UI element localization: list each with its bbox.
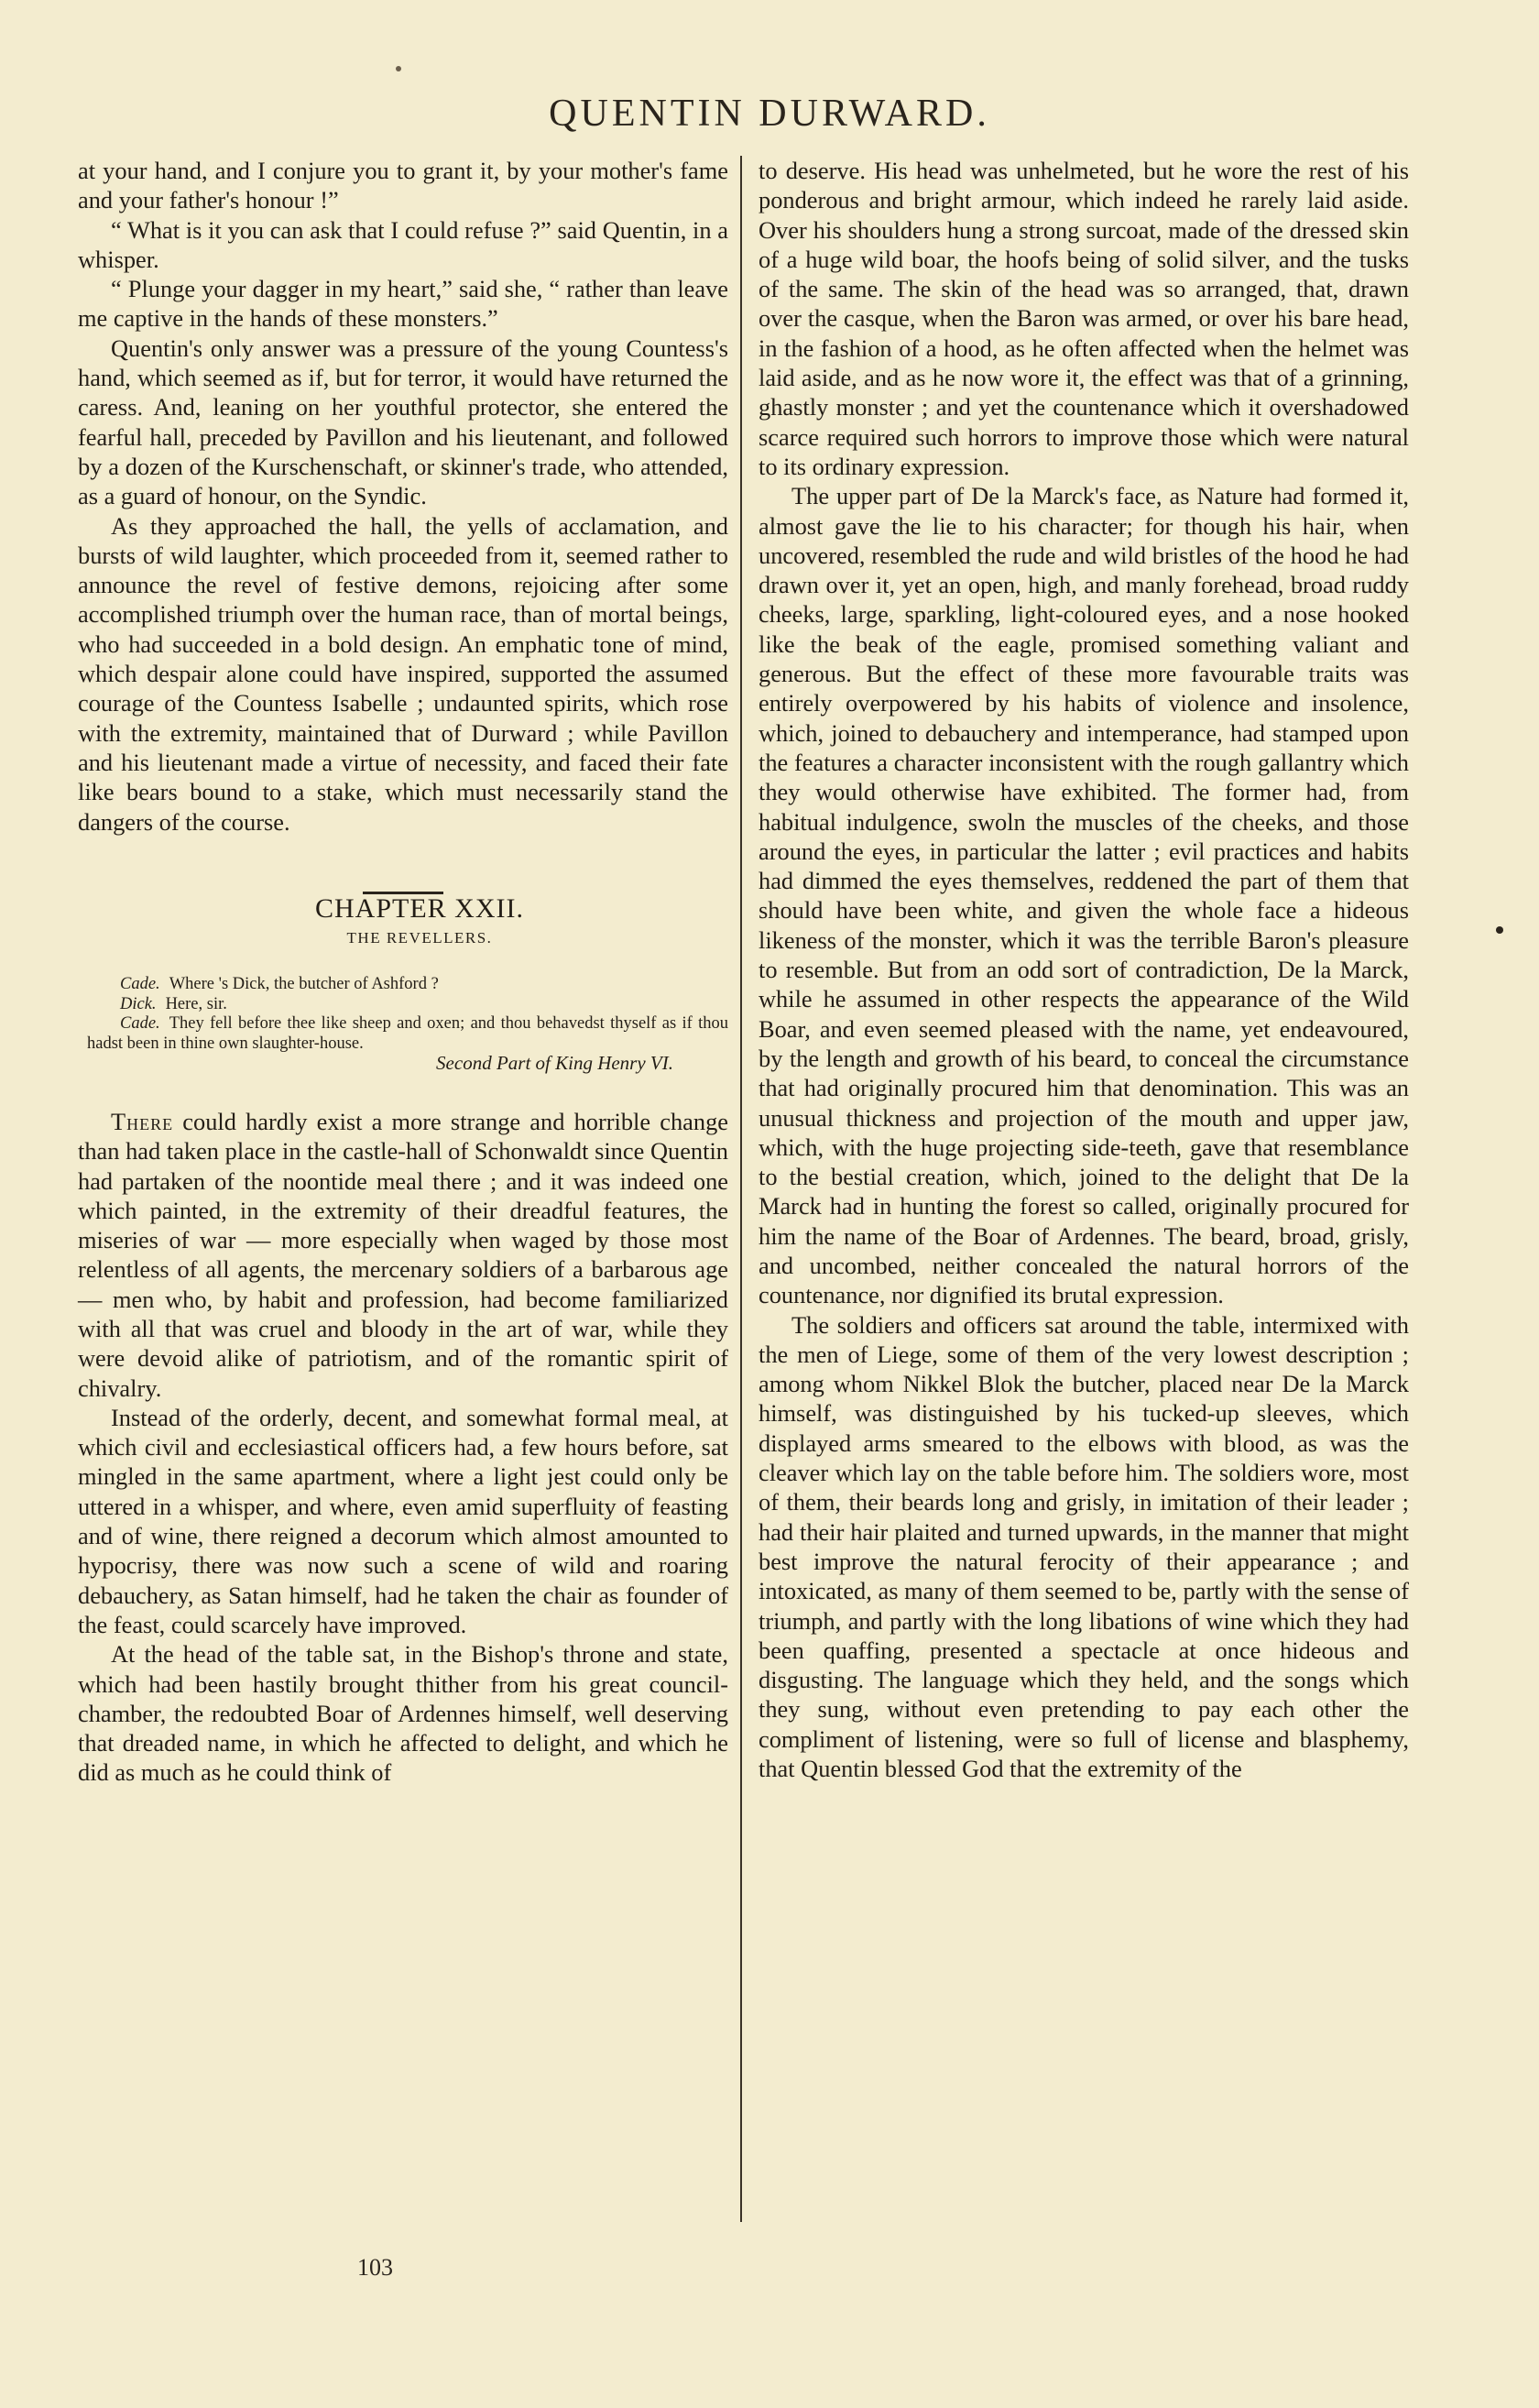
- margin-mark: [1496, 926, 1503, 934]
- paragraph: At the head of the table sat, in the Bishop's throne and state, which had been hastily brought thither from his great council-chamber, the redoubted Boar of Ardennes himself, well deserving that dreaded name, in which he affected to delight, and which he did as much as he could think of: [78, 1640, 728, 1787]
- paragraph: “ What is it you can ask that I could refuse ?” said Quentin, in a whisper.: [78, 215, 728, 273]
- paragraph: to deserve. His head was unhelmeted, but he wore the rest of his ponderous and bright armour, which indeed he rarely laid aside. Over his shoulders hung a strong surcoat, made of the dressed skin of a huge wild boar, the hoofs being of solid silver, and the tusks of the same. The skin of the head was so arranged, that, drawn over the casque, when the Baron was armed, or over his bare head, in the fashion of a hood, as he often affected when the helmet was laid aside, and as he now wore it, the effect was that of a grinning, ghastly monster ; and yet the countenance which it overshadowed scarce required such horrors to improve those which were natural to its ordinary expression.: [759, 157, 1409, 480]
- right-column: [759, 156, 1409, 1783]
- epigraph-speaker: Cade.: [120, 1014, 160, 1034]
- epigraph-speaker: Cade.: [120, 975, 160, 994]
- epigraph-speaker: Dick.: [120, 994, 157, 1013]
- chapter-body: [78, 1107, 728, 1788]
- epigraph: [78, 975, 728, 1074]
- epigraph-source: Second Part of King Henry VI.: [436, 1052, 673, 1075]
- paragraph: at your hand, and I conjure you to grant it, by your mother's fame and your father's honour !”: [78, 157, 728, 214]
- left-column: [78, 156, 728, 1788]
- page-number: 103: [357, 2254, 393, 2281]
- paragraph: “ Plunge your dagger in my heart,” said she, “ rather than leave me captive in the hands of these monsters.”: [78, 275, 728, 333]
- epigraph-text: Where 's Dick, the butcher of Ashford ?: [169, 975, 439, 994]
- epigraph-text: They fell before thee like sheep and oxen; and thou behavedst thyself as if thou hadst been in thine own slaughter-house.: [87, 1014, 728, 1053]
- running-title: QUENTIN DURWARD.: [549, 93, 990, 135]
- column-divider: [740, 156, 742, 2222]
- paragraph: Instead of the orderly, decent, and somewhat formal meal, at which civil and ecclesiastical officers had, a few hours before, sat mingled in the same apartment, where a light jest could only be uttered in a whisper, and where, even amid superfluity of feasting and of wine, there reigned a decorum which almost amounted to hypocrisy, there was now such a scene of wild and roaring debauchery, as Satan himself, had he taken the chair as founder of the feast, could scarcely have improved.: [78, 1403, 728, 1638]
- chapter-heading: CHAPTER XXII.: [315, 892, 524, 924]
- epigraph-line: [87, 1014, 728, 1054]
- paragraph: Quentin's only answer was a pressure of the young Countess's hand, which seemed as if, but for terror, it would have returned the caress. And, leaning on her youthful protector, she entered the fearful hall, preceded by Pavillon and his lieutenant, and followed by a dozen of the Kurschenschaft, or skinner's trade, who attended, as a guard of honour, on the Syndic.: [78, 334, 728, 510]
- epigraph-text: Here, sir.: [165, 994, 227, 1013]
- epigraph-line: [87, 975, 728, 995]
- paragraph: [78, 1107, 728, 1403]
- ink-speck: [396, 66, 401, 71]
- paragraph: The soldiers and officers sat around the table, intermixed with the men of Liege, some of them of the very lowest description ; among whom Nikkel Blok the butcher, placed near De la Marck himself, was distinguished by his tucked-up sleeves, which displayed arms smeared to the elbows with blood, as was the cleaver which lay on the table before him. The soldiers wore, most of them, their beards long and grisly, in imitation of their leader ; had their hair plaited and turned upwards, in the manner that might best improve the natural ferocity of their appearance ; and intoxicated, as many of them seemed to be, partly with the sense of triumph, and partly with the long libations of wine which they had been quaffing, presented a spectacle at once hideous and disgusting. The language which they held, and the songs which they sung, without even pretending to pay each other the compliment of listening, were so full of license and blasphemy, that Quentin blessed God that the extremity of the: [759, 1310, 1409, 1783]
- chapter-subtitle: THE REVELLERS.: [346, 929, 493, 947]
- paragraph-text: could hardly exist a more strange and horrible change than had taken place in the castle-hall of Schonwaldt since Quentin had partaken of the noontide meal there ; and it was indeed one which painted, in the extremity of their dreadful features, the miseries of war — more especially when waged by those most relentless of all agents, the mercenary soldiers of a barbarous age — men who, by habit and profession, had become familiarized with all that was cruel and bloody in the art of war, while they were devoid alike of patriotism, and of the romantic spirit of chivalry.: [78, 1107, 728, 1402]
- paragraph: As they approached the hall, the yells of acclamation, and bursts of wild laughter, which proceeded from it, seemed rather to announce the revel of festive demons, rejoicing after some accomplished triumph over the human race, than of mortal beings, who had succeeded in a bold design. An emphatic tone of mind, which despair alone could have inspired, supported the assumed courage of the Countess Isabelle ; undaunted spirits, which rose with the extremity, maintained that of Durward ; while Pavillon and his lieutenant made a virtue of necessity, and faced their fate like bears bound to a stake, which must necessarily stand the dangers of the course.: [78, 511, 728, 836]
- epigraph-line: [87, 995, 728, 1015]
- paragraph: The upper part of De la Marck's face, as Nature had formed it, almost gave the lie to his character; for though his hair, when uncovered, resembled the rude and wild bristles of the hood he had drawn over it, yet an open, high, and manly forehead, broad ruddy cheeks, large, sparkling, light-coloured eyes, and a nose hooked like the beak of the eagle, promised something valiant and generous. But the effect of these more favourable traits was entirely overpowered by his habits of violence and insolence, which, joined to debauchery and intemperance, had stamped upon the features a character inconsistent with the rough gallantry which they would otherwise have exhibited. The former had, from habitual indulgence, swoln the muscles of the cheeks, and those around the eyes, in particular the latter ; evil practices and habits had dimmed the eyes themselves, reddened the part of them that should have been white, and given the whole face a hideous likeness of the monster, which it was the terrible Baron's pleasure to resemble. But from an odd sort of contradiction, De la Marck, while he assumed in other respects the appearance of the Wild Boar, and even seemed pleased with the name, yet endeavoured, by the length and growth of his beard, to conceal the circumstance that had originally procured him that denomination. This was an unusual thickness and projection of the mouth and upper jaw, which, with the huge projecting side-teeth, gave that resemblance to the bestial creation, which, joined to the delight that De la Marck had in hunting the forest so called, originally procured for him the name of the Boar of Ardennes. The beard, broad, grisly, and uncombed, neither concealed the natural horrors of the countenance, nor dignified its brutal expression.: [759, 482, 1409, 1309]
- opening-word: There: [111, 1107, 174, 1135]
